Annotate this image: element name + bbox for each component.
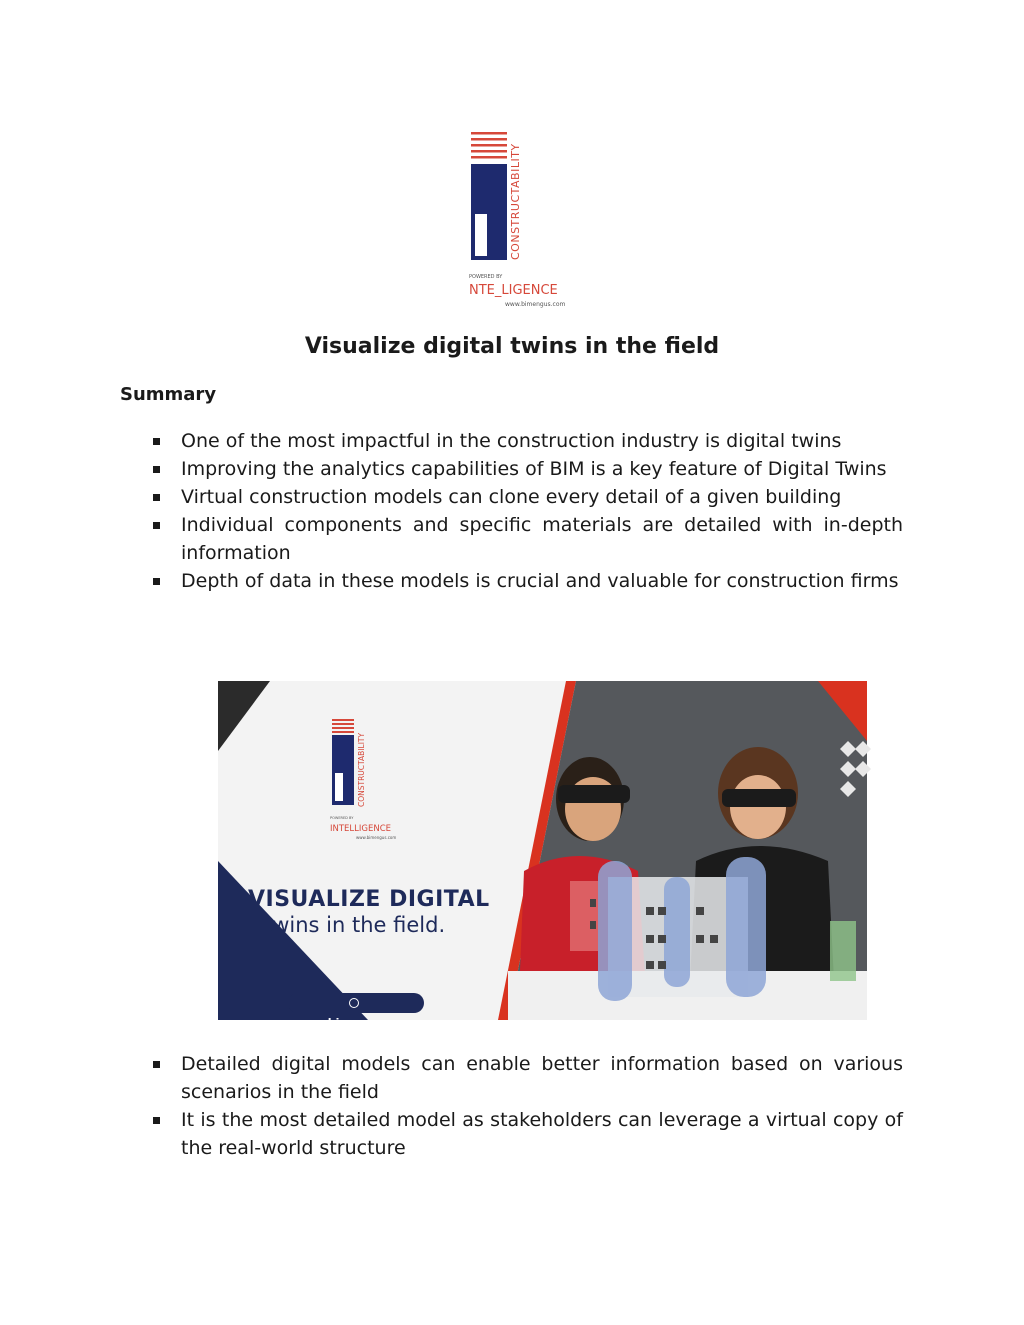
list-item: One of the most impactful in the construction industry is digital twins (150, 427, 903, 455)
logo-vertical-text: CONSTRUCTABILITY (509, 143, 522, 260)
banner-logo-vertical-text: CONSTRUCTABILITY (357, 732, 366, 807)
banner-headline: VISUALIZE DIGITAL (248, 887, 490, 912)
banner-logo (326, 715, 406, 855)
banner-url-pill (288, 993, 424, 1029)
detail-list (150, 1050, 903, 1162)
logo-brand: NTE_LIGENCE (469, 283, 558, 298)
banner-url-text: www.bimengus.com (293, 1016, 419, 1029)
constructability-logo (463, 118, 593, 313)
list-item: Detailed digital models can enable better information based on various scenarios in the field (150, 1050, 903, 1106)
banner-logo-url: www.bimengus.com (356, 835, 397, 840)
banner-graphic (218, 681, 867, 1020)
banner-subline: twins in the field. (264, 913, 446, 937)
list-item: Individual components and specific materials are detailed with in-depth information (150, 511, 903, 567)
logo-graphic (463, 118, 593, 313)
list-item: Depth of data in these models is crucial and valuable for construction firms (150, 567, 903, 595)
list-item: Improving the analytics capabilities of BIM is a key feature of Digital Twins (150, 455, 903, 483)
globe-icon (349, 998, 359, 1008)
list-item: It is the most detailed model as stakeholders can leverage a virtual copy of the real-world structure (150, 1106, 903, 1162)
banner-logo-powered-by: POWERED BY (330, 816, 354, 820)
logo-powered-by: POWERED BY (469, 274, 503, 280)
logo-url: www.bimengus.com (505, 301, 566, 308)
banner-logo-brand: INTELLIGENCE (330, 824, 392, 834)
summary-heading: Summary (120, 384, 217, 405)
banner-image (218, 681, 867, 1029)
list-item: Virtual construction models can clone every detail of a given building (150, 483, 903, 511)
page-title: Visualize digital twins in the field (304, 334, 720, 359)
summary-list (150, 427, 903, 595)
